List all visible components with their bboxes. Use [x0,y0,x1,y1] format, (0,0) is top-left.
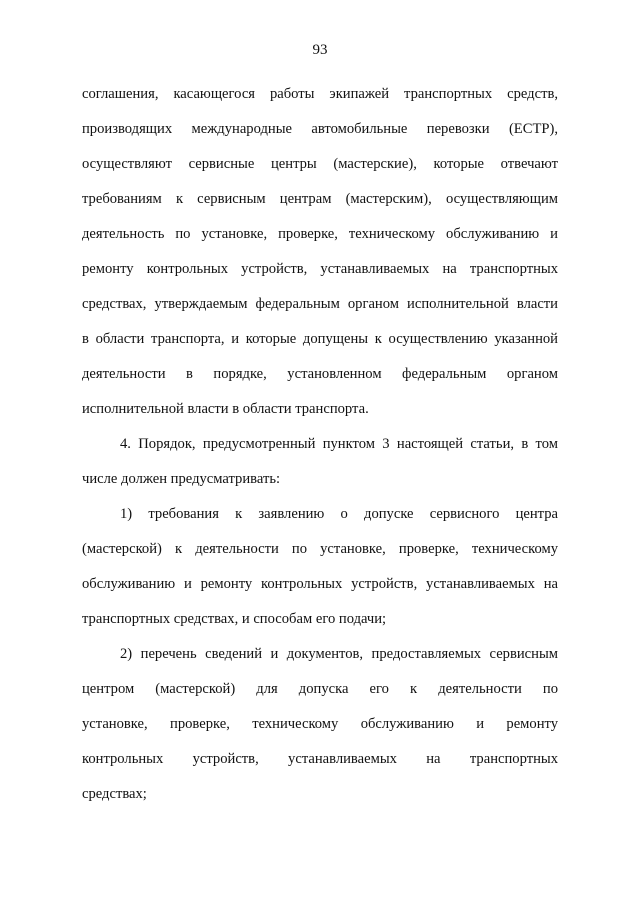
text-line: деятельность по установке, проверке, техническому обслуживанию и [82,226,558,242]
text-line: деятельности в порядке, установленном федеральным органом [82,366,558,382]
text-line: средствах; [82,786,147,802]
text-line: производящих международные автомобильные перевозки (ЕСТР), [82,121,558,137]
text-line: числе должен предусматривать: [82,471,281,487]
text-line: средствах, утверждаемым федеральным органом исполнительной власти [82,296,558,312]
list-item-first-line: 2) перечень сведений и документов, предоставляемых сервисным [120,646,558,662]
list-item-first-line: 1) требования к заявлению о допуске сервисного центра [120,506,558,522]
text-line: требованиям к сервисным центрам (мастерским), осуществляющим [82,191,558,207]
text-line: в области транспорта, и которые допущены к осуществлению указанной [82,331,558,347]
text-line: обслуживанию и ремонту контрольных устройств, устанавливаемых на [82,576,558,592]
text-line: (мастерской) к деятельности по установке, проверке, техническому [82,541,558,557]
text-line: центром (мастерской) для допуска его к деятельности по [82,681,558,697]
text-line: контрольных устройств, устанавливаемых на транспортных [82,751,558,767]
text-line: исполнительной власти в области транспорта. [82,401,369,417]
text-line: ремонту контрольных устройств, устанавливаемых на транспортных [82,261,558,277]
text-line: соглашения, касающегося работы экипажей транспортных средств, [82,86,558,102]
text-line: транспортных средствах, и способам его подачи; [82,611,387,627]
text-line: установке, проверке, техническому обслуживанию и ремонту [82,716,558,732]
paragraph-first-line: 4. Порядок, предусмотренный пунктом 3 настоящей статьи, в том [120,436,558,452]
text-line: осуществляют сервисные центры (мастерские), которые отвечают [82,156,558,172]
page-number: 93 [312,42,328,58]
